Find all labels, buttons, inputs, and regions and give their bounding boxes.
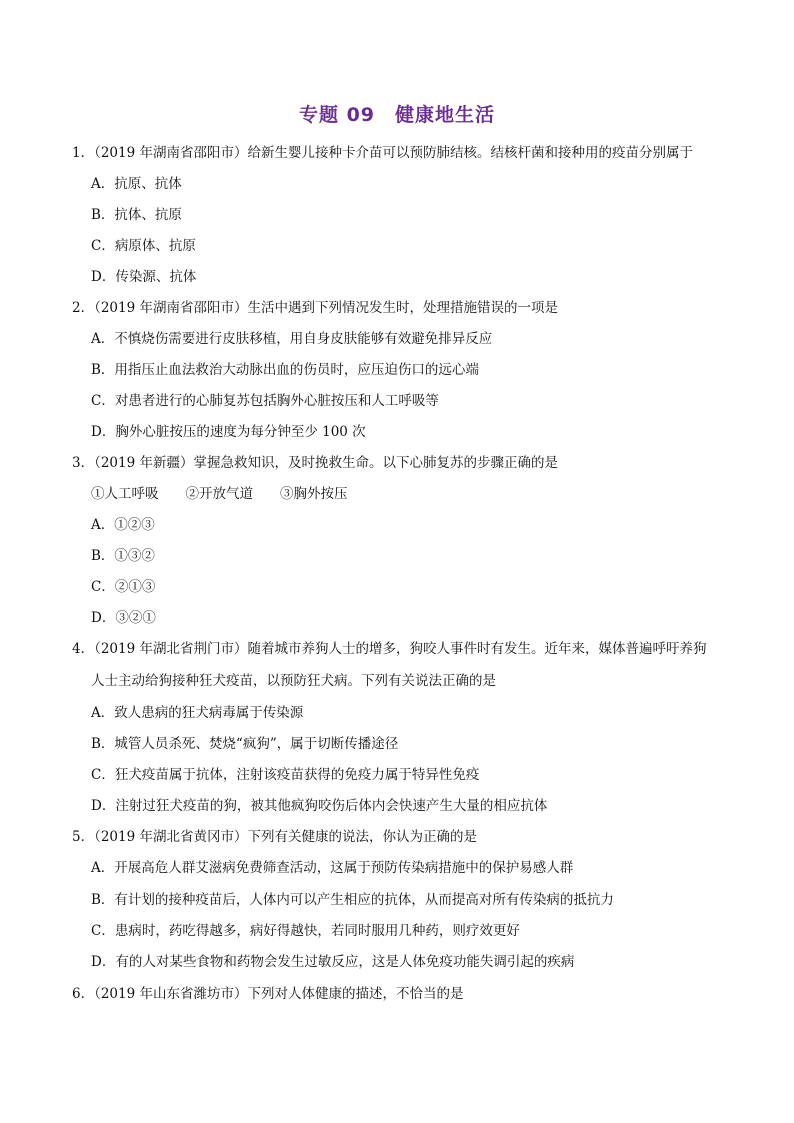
question-3-option-b: B．①③② [91,548,155,564]
question-2-option-d: D．胸外心脏按压的速度为每分钟至少 100 次 [91,424,366,440]
question-4-stem-line-2: 人士主动给狗接种狂犬疫苗，以预防狂犬病。下列有关说法正确的是 [91,673,496,689]
question-3-stem: 3．（2019 年新疆）掌握急救知识，及时挽救生命。以下心肺复苏的步骤正确的是 [72,455,558,471]
question-1-option-c: C．病原体、抗原 [91,238,196,254]
question-2-option-b: B．用指压止血法救治大动脉出血的伤员时，应压迫伤口的远心端 [91,362,479,378]
question-6-stem: 6．（2019 年山东省潍坊市）下列对人体健康的描述，不恰当的是 [72,986,464,1002]
question-4-stem-line-1: 4．（2019 年湖北省荆门市）随着城市养狗人士的增多，狗咬人事件时有发生。近年来，媒体普遍呼吁养狗 [72,641,707,657]
question-4-option-d: D．注射过狂犬疫苗的狗，被其他疯狗咬伤后体内会快速产生大量的相应抗体 [91,798,548,814]
question-4-option-a: A．致人患病的狂犬病毒属于传染源 [91,705,304,721]
question-3-option-c: C．②①③ [91,579,156,595]
question-5-option-c: C．患病时，药吃得越多，病好得越快，若同时服用几种药，则疗效更好 [91,923,520,939]
question-3-option-a: A．①②③ [91,517,155,533]
question-5-option-b: B．有计划的接种疫苗后，人体内可以产生相应的抗体，从而提高对所有传染病的抵抗力 [91,892,614,908]
question-1-option-d: D．传染源、抗体 [91,269,197,285]
question-5-option-d: D．有的人对某些食物和药物会发生过敏反应，这是人体免疫功能失调引起的疾病 [91,954,575,970]
question-2-option-c: C．对患者进行的心肺复苏包括胸外心脏按压和人工呼吸等 [91,393,439,409]
question-3-sub-items: ①人工呼吸 ②开放气道 ③胸外按压 [91,486,348,502]
question-3-option-d: D．③②① [91,610,156,626]
question-2-stem: 2．（2019 年湖南省邵阳市）生活中遇到下列情况发生时，处理措施错误的一项是 [72,300,558,316]
question-5-option-a: A．开展高危人群艾滋病免费筛查活动，这属于预防传染病措施中的保护易感人群 [91,860,574,876]
question-1-stem: 1．（2019 年湖南省邵阳市）给新生婴儿接种卡介苗可以预防肺结核。结核杆菌和接种用的疫苗分别属于 [72,145,693,161]
question-1-option-b: B．抗体、抗原 [91,207,182,223]
question-2-option-a: A．不慎烧伤需要进行皮肤移植，用自身皮肤能够有效避免排异反应 [91,331,493,347]
question-4-option-b: B．城管人员杀死、焚烧“疯狗”，属于切断传播途径 [91,736,399,752]
question-4-option-c: C．狂犬疫苗属于抗体，注射该疫苗获得的免疫力属于特异性免疫 [91,767,480,783]
question-1-option-a: A．抗原、抗体 [91,176,182,192]
question-5-stem: 5．（2019 年湖北省黄冈市）下列有关健康的说法，你认为正确的是 [72,829,477,845]
page-title: 专题 09 健康地生活 [298,104,496,126]
